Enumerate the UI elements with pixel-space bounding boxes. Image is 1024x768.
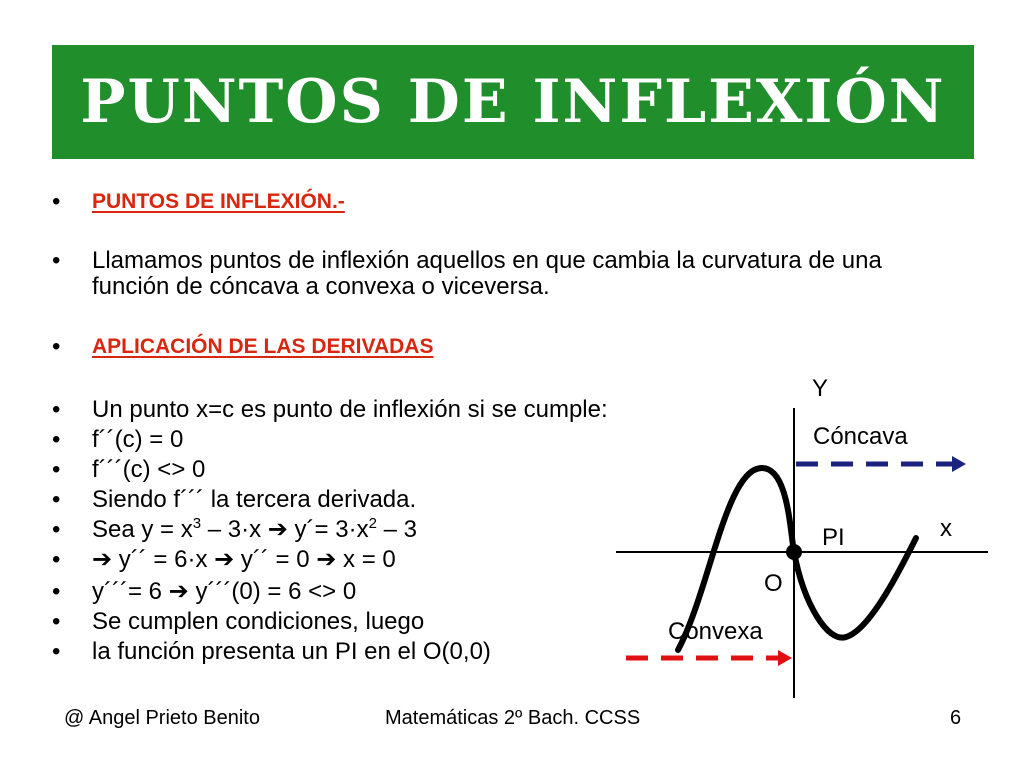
convex-label: Convexa bbox=[668, 618, 763, 645]
exponent: 2 bbox=[368, 515, 377, 532]
bullet-second-derivative: f´´(c) = 0 bbox=[92, 426, 184, 453]
footer-course: Matemáticas 2º Bach. CCSS bbox=[385, 707, 641, 729]
x-axis-label: x bbox=[940, 515, 952, 542]
origin-label: O bbox=[764, 570, 783, 597]
bullet-definition-line1: Llamamos puntos de inflexión aquellos en que cambia la curvatura de una bbox=[92, 247, 882, 274]
bullet-symbol: • bbox=[52, 546, 61, 573]
bullet-symbol: • bbox=[52, 516, 61, 543]
bullet-second-derivative-zero: ➔ y´´ = 6·x ➔ y´´ = 0 ➔ x = 0 bbox=[92, 546, 396, 573]
inflection-point-marker bbox=[786, 544, 802, 560]
bullet-symbol: • bbox=[52, 578, 61, 605]
example-derivative-part: – 3·x ➔ y´= 3·x bbox=[201, 516, 369, 543]
bullet-conclusion: la función presenta un PI en el O(0,0) bbox=[92, 638, 491, 665]
bullet-conditions-met: Se cumplen condiciones, luego bbox=[92, 608, 425, 635]
bullet-heading-derivatives: APLICACIÓN DE LAS DERIVADAS bbox=[92, 335, 434, 358]
exponent: 3 bbox=[192, 515, 202, 532]
example-derivative-tail: – 3 bbox=[376, 516, 417, 543]
bullet-symbol: • bbox=[52, 396, 61, 423]
footer-author: @ Angel Prieto Benito bbox=[64, 707, 260, 729]
bullet-third-derivative-note: Siendo f´´´ la tercera derivada. bbox=[92, 486, 417, 513]
bullet-condition-intro: Un punto x=c es punto de inflexión si se cumple: bbox=[92, 396, 608, 423]
inflection-label: PI bbox=[822, 524, 845, 551]
bullet-symbol: • bbox=[52, 333, 61, 360]
inflection-graph bbox=[600, 360, 1000, 710]
bullet-symbol: • bbox=[52, 188, 61, 215]
bullet-symbol: • bbox=[52, 426, 61, 453]
footer-page-number: 6 bbox=[950, 707, 962, 729]
bullet-symbol: • bbox=[52, 247, 61, 274]
bullet-heading-inflection: PUNTOS DE INFLEXIÓN.- bbox=[92, 190, 345, 213]
example-function-part: Sea y = x bbox=[92, 516, 193, 543]
bullet-symbol: • bbox=[52, 456, 61, 483]
bullet-third-derivative: f´´´(c) <> 0 bbox=[92, 456, 206, 483]
bullet-example-function bbox=[92, 517, 417, 543]
bullet-symbol: • bbox=[52, 486, 61, 513]
bullet-definition-line2: función de cóncava a convexa o viceversa. bbox=[92, 273, 550, 300]
concave-arrow-head bbox=[952, 456, 966, 472]
convex-arrow-head bbox=[778, 650, 792, 666]
slide-title: PUNTOS DE INFLEXIÓN bbox=[80, 67, 946, 137]
y-axis-label: Y bbox=[812, 375, 829, 402]
concave-label: Cóncava bbox=[813, 423, 908, 450]
bullet-third-derivative-value: y´´´= 6 ➔ y´´´(0) = 6 <> 0 bbox=[92, 578, 357, 605]
bullet-symbol: • bbox=[52, 638, 61, 665]
bullet-symbol: • bbox=[52, 608, 61, 635]
